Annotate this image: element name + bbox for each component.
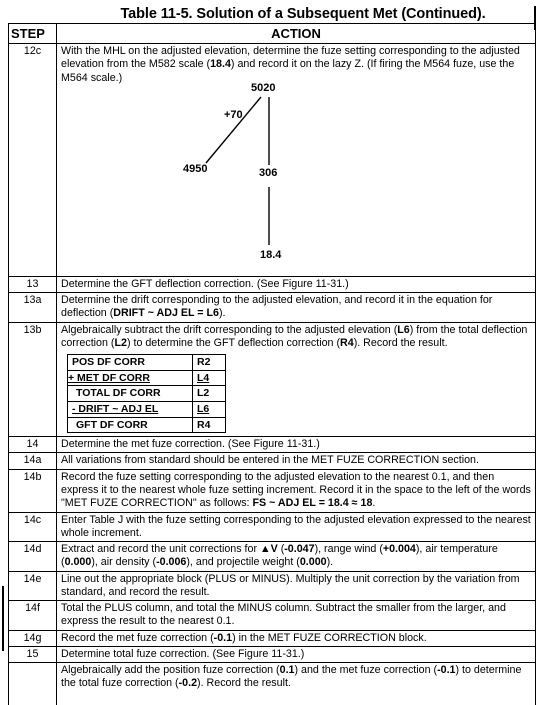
header-row — [9, 24, 536, 44]
lazy-z-right: 306 — [259, 166, 278, 179]
step-cell: 14e — [9, 571, 57, 601]
action-cell: All variations from standard should be entered in the MET FUZE CORRECTION section. — [57, 453, 536, 469]
deflection-correction-block — [67, 354, 226, 433]
table-row — [9, 630, 536, 646]
lazy-z-top: 5020 — [251, 81, 276, 94]
action-cell: Record the fuze setting corresponding to the adjusted elevation to the nearest 0.1, and then express it to the nearest whole fuze setting increment. Record it in the space to the left of the words "MET FUZE CORRECTION" as follows: FS ~ ADJ EL = 18.4 ≈ 18. — [57, 469, 536, 512]
table-row — [9, 437, 536, 453]
lazy-z-diff: +70 — [224, 108, 243, 121]
step-cell — [9, 663, 57, 705]
table-row — [9, 322, 536, 437]
action-cell: Determine the met fuze correction. (See Figure 11-31.) — [57, 437, 536, 453]
corr-label: + MET DF CORR — [68, 370, 193, 386]
corr-value: L4 — [193, 370, 226, 386]
step-cell: 13a — [9, 293, 57, 323]
action-cell: Determine the GFT deflection correction. (See Figure 11-31.) — [57, 276, 536, 292]
action-cell: Determine the drift corresponding to the adjusted elevation, and record it in the equation for deflection (DRIFT ~ ADJ EL = L6). — [57, 293, 536, 323]
corr-label: POS DF CORR — [68, 355, 193, 371]
table-row — [9, 44, 536, 277]
corr-label: GFT DF CORR — [68, 417, 193, 433]
step-cell: 14d — [9, 542, 57, 572]
lazy-z-bottom: 18.4 — [260, 248, 282, 261]
step-cell: 15 — [9, 646, 57, 662]
step-cell: 13 — [9, 276, 57, 292]
step-cell: 14b — [9, 469, 57, 512]
corr-label: - DRIFT ~ ADJ EL — [68, 402, 193, 418]
table-row — [9, 542, 536, 572]
action-cell: Algebraically add the position fuze correction (0.1) and the met fuze correction (-0.1) to determine the total fuze correction (-0.2). Record the result. — [57, 663, 536, 705]
table-row — [9, 293, 536, 323]
action-cell: Enter Table J with the fuze setting corresponding to the adjusted elevation expressed to the nearest whole increment. — [57, 512, 536, 542]
step-cell: 14c — [9, 512, 57, 542]
table-row — [9, 512, 536, 542]
action-cell: Total the PLUS column, and total the MINUS column. Subtract the smaller from the larger, and express the result to the nearest 0.1. — [57, 601, 536, 631]
corr-value: L6 — [193, 402, 226, 418]
lazy-z-lines — [61, 85, 531, 275]
step-cell: 14 — [9, 437, 57, 453]
corr-value: R4 — [193, 417, 226, 433]
corr-label: TOTAL DF CORR — [68, 386, 193, 402]
table-row — [9, 663, 536, 705]
action-cell: Extract and record the unit corrections for ▲V (-0.047), range wind (+0.004), air temperature (0.000), air density (-0.006), and projectile weight (0.000). — [57, 542, 536, 572]
table-row — [9, 469, 536, 512]
step-header: STEP — [9, 24, 57, 44]
table-title: Table 11-5. Solution of a Subsequent Met (Continued). — [120, 6, 486, 22]
table-row — [9, 453, 536, 469]
step-cell: 13b — [9, 322, 57, 437]
step-cell: 14g — [9, 630, 57, 646]
corr-value: L2 — [193, 386, 226, 402]
change-bar-left — [2, 586, 4, 651]
table-row — [9, 571, 536, 601]
step-cell: 14f — [9, 601, 57, 631]
action-cell: With the MHL on the adjusted elevation, determine the fuze setting corresponding to the adjusted elevation from the M582 scale (18.4) and record it on the lazy Z. (If firing the M564 fuze, use the M564 scale.) 5020 +70 4950 306 18.4 — [57, 44, 536, 277]
table-row — [9, 276, 536, 292]
action-header: ACTION — [57, 24, 536, 44]
step-cell: 12c — [9, 44, 57, 277]
corr-value: R2 — [193, 355, 226, 371]
action-cell: Line out the appropriate block (PLUS or MINUS). Multiply the unit correction by the variation from standard, and record the result. — [57, 571, 536, 601]
action-cell: Algebraically subtract the drift corresponding to the adjusted elevation (L6) from the total deflection correction (L2) to determine the GFT deflection correction (R4). Record the result. POS DF CORR R2 + MET DF CORR L4 TOTAL DF CORR L2 - DRIFT ~ ADJ EL L6 GFT DF CORR R4 — [57, 322, 536, 437]
lazy-z-diagram — [61, 81, 531, 275]
action-cell: Record the met fuze correction (-0.1) in the MET FUZE CORRECTION block. — [57, 630, 536, 646]
table-row — [9, 601, 536, 631]
lazy-z-left: 4950 — [183, 162, 208, 175]
step-cell: 14a — [9, 453, 57, 469]
action-cell: Determine total fuze correction. (See Figure 11-31.) — [57, 646, 536, 662]
table-row — [9, 646, 536, 662]
solution-table — [8, 23, 536, 705]
